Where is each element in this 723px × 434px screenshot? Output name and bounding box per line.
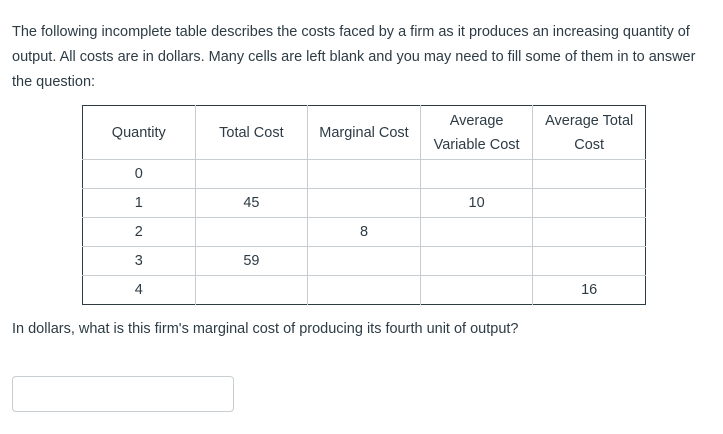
cell-quantity: 4 (134, 282, 143, 298)
table-row (83, 160, 646, 189)
cost-table (82, 105, 646, 305)
cell-average-variable-cost (420, 247, 533, 276)
cell-total-cost (195, 218, 308, 247)
header-average-variable-cost: Average Variable Cost (420, 106, 533, 160)
cell-total-cost (195, 276, 308, 305)
cell-total-cost: 59 (195, 247, 308, 276)
header-total-cost: Total Cost (195, 106, 308, 160)
cell-quantity: 2 (83, 218, 196, 247)
header-quantity: Quantity (83, 106, 196, 160)
intro-text: The following incomplete table describes the costs faced by a firm as it produces an increasing quantity of output. All costs are in dollars. Many cells are left blank and you may need to fill some of them in to answer the question: (12, 24, 696, 90)
cell-average-total-cost (533, 160, 646, 189)
header-average-total-cost: Average Total Cost (533, 106, 646, 160)
answer-input[interactable] (12, 376, 234, 412)
cell-quantity: 0 (83, 160, 196, 189)
cell-average-total-cost: 16 (533, 276, 646, 305)
cell-marginal-cost: 8 (308, 218, 421, 247)
cell-average-total-cost (533, 189, 646, 218)
cell-average-variable-cost: 10 (420, 189, 533, 218)
cell-marginal-cost (308, 276, 421, 305)
header-marginal-cost: Marginal Cost (308, 106, 421, 160)
cell-average-total-cost (533, 218, 646, 247)
cell-average-variable-cost (420, 160, 533, 189)
table-row (83, 189, 646, 218)
cell-average-variable-cost (420, 218, 533, 247)
table-row (83, 247, 646, 276)
table-row (83, 276, 646, 305)
cell-marginal-cost (308, 160, 421, 189)
cell-average-total-cost (533, 247, 646, 276)
cell-quantity: 1 (83, 189, 196, 218)
table-header-row (83, 106, 646, 160)
cell-quantity: 3 (83, 247, 196, 276)
table-row (83, 218, 646, 247)
cell-total-cost (195, 160, 308, 189)
cell-total-cost: 45 (195, 189, 308, 218)
cell-average-variable-cost (420, 276, 533, 305)
cell-marginal-cost (308, 189, 421, 218)
cell-marginal-cost (308, 247, 421, 276)
question-text: In dollars, what is this firm's marginal cost of producing its fourth unit of output? (12, 321, 519, 337)
